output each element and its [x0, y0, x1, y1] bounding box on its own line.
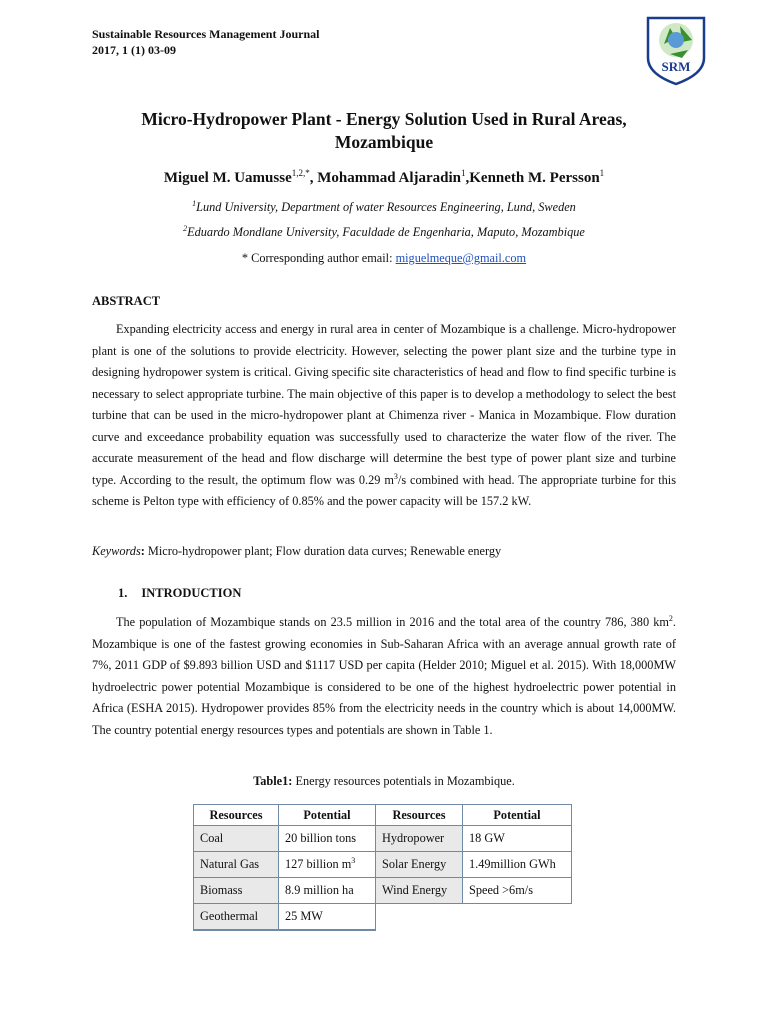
table-row	[194, 878, 572, 904]
table-row	[194, 904, 572, 931]
table-cell: 20 billion tons	[279, 826, 376, 852]
table-header-cell: Resources	[194, 805, 279, 826]
keywords-label: Keywords	[92, 544, 141, 558]
affiliation-text: Eduardo Mondlane University, Faculdade de Engenharia, Maputo, Mozambique	[187, 225, 585, 240]
table-header-row	[194, 805, 572, 826]
unit-sup: 3	[393, 471, 398, 481]
author-list	[60, 168, 708, 187]
caption-text: Energy resources potentials in Mozambique.	[292, 774, 515, 788]
energy-resources-table	[193, 804, 572, 931]
author-separator: ,	[465, 170, 470, 186]
unit-sup: 3	[351, 856, 356, 866]
author-sup: 1	[599, 168, 605, 178]
introduction-heading	[118, 586, 241, 601]
keywords-text: Micro-hydropower plant; Flow duration data curves; Renewable energy	[144, 544, 502, 558]
table-cell: 18 GW	[463, 826, 572, 852]
unit-sup: 2	[668, 613, 673, 623]
abstract-text-part: Expanding electricity access and energy in rural area in center of Mozambique is a challenge. Micro-hydropower plant is one of the solutions to provide electricity. However, selecting the power plant size and the turbine type in designing hydropower system is critical. Giving specific site characteristics of head and flow to find specific turbine is necessary to select appropriate turbine. The main objective of this paper is to develop a methodology to select the best turbine that can be used in the micro-hydropower plant at Chimenza river - Manica in Mozambique. Flow duration curve and exceedance probability equation was successfully used to characterize the water flow of the river. The accurate measurement of the head and flow discharge will determine the best type of power plant size and turbine type. According to the result, the optimum flow was 0.29 m	[92, 322, 676, 487]
affiliation-sup: 2	[183, 224, 188, 233]
paper-title	[60, 108, 708, 154]
table-cell: Coal	[194, 826, 279, 852]
table-cell: Solar Energy	[376, 852, 463, 878]
table-cell: Natural Gas	[194, 852, 279, 878]
author-sup: 1,2,*	[291, 168, 310, 178]
journal-name: Sustainable Resources Management Journal	[92, 27, 320, 41]
table-cell-empty	[376, 904, 463, 931]
affiliation-sup: 1	[192, 199, 197, 208]
introduction-text	[92, 612, 676, 741]
srm-logo-icon	[640, 14, 712, 86]
table-cell: 8.9 million ha	[279, 878, 376, 904]
author-name: Miguel M. Uamusse	[163, 170, 292, 186]
table-header-cell: Resources	[376, 805, 463, 826]
author-name: Kenneth M. Persson	[469, 170, 600, 186]
table-cell: Biomass	[194, 878, 279, 904]
intro-text-part: The population of Mozambique stands on 23.5 million in 2016 and the total area of the country 786, 380 km	[116, 615, 669, 629]
author-name: Mohammad Aljaradin	[317, 170, 461, 186]
logo-text: SRM	[661, 59, 691, 74]
table-row	[194, 826, 572, 852]
table-cell: Speed >6m/s	[463, 878, 572, 904]
journal-issue: 2017, 1 (1) 03-09	[92, 43, 176, 57]
table-cell: Wind Energy	[376, 878, 463, 904]
table-cell: 1.49million GWh	[463, 852, 572, 878]
table-cell-empty	[463, 904, 572, 931]
table-header-cell: Potential	[463, 805, 572, 826]
abstract-text	[92, 319, 676, 513]
affiliation-2	[60, 224, 708, 240]
table-row	[194, 852, 572, 878]
corresponding-label: * Corresponding author email:	[241, 251, 396, 265]
abstract-heading: ABSTRACT	[92, 294, 161, 308]
abstract-text-part: /s combined with head. The appropriate turbine for this scheme is Pelton type with efficiency of 0.85% and the power capacity will be 157.2 kW.	[92, 472, 676, 508]
table-cell-text: 127 billion m	[285, 857, 352, 872]
keywords	[92, 544, 501, 559]
table-cell: Hydropower	[376, 826, 463, 852]
intro-text-part: . Mozambique is one of the fastest growing economies in Sub-Saharan Africa with an average annual growth rate of 7%, 2011 GDP of $9.893 billion USD and $1117 USD per capita (Helder 2010; Miguel et al. 2015). With 18,000MW hydroelectric power potential Mozambique is considered to be one of the highest hydroelectric power potential in Africa (ESHA 2015). Hydropower provides 85% from the electricity needs in the country which is about 14,000MW. The country potential energy resources types and potentials are shown in Table 1.	[92, 615, 676, 737]
affiliation-text: Lund University, Department of water Resources Engineering, Lund, Sweden	[196, 200, 576, 215]
title-line-2: Mozambique	[334, 132, 434, 152]
table-caption	[0, 774, 768, 789]
title-line-1: Micro-Hydropower Plant - Energy Solution Used in Rural Areas,	[141, 109, 627, 129]
journal-header	[92, 26, 319, 58]
table-cell: Geothermal	[194, 904, 279, 931]
affiliation-1	[60, 199, 708, 215]
table-cell	[279, 852, 376, 878]
table-cell: 25 MW	[279, 904, 376, 931]
table-header-cell: Potential	[279, 805, 376, 826]
keywords-colon: :	[140, 544, 145, 558]
section-title: INTRODUCTION	[141, 586, 242, 600]
author-separator: ,	[309, 170, 318, 186]
corresponding-author	[60, 251, 708, 266]
section-number: 1.	[118, 586, 128, 600]
author-sup: 1	[461, 168, 466, 178]
caption-label: Table1:	[253, 774, 293, 788]
email-link[interactable]: miguelmeque@gmail.com	[395, 251, 527, 265]
